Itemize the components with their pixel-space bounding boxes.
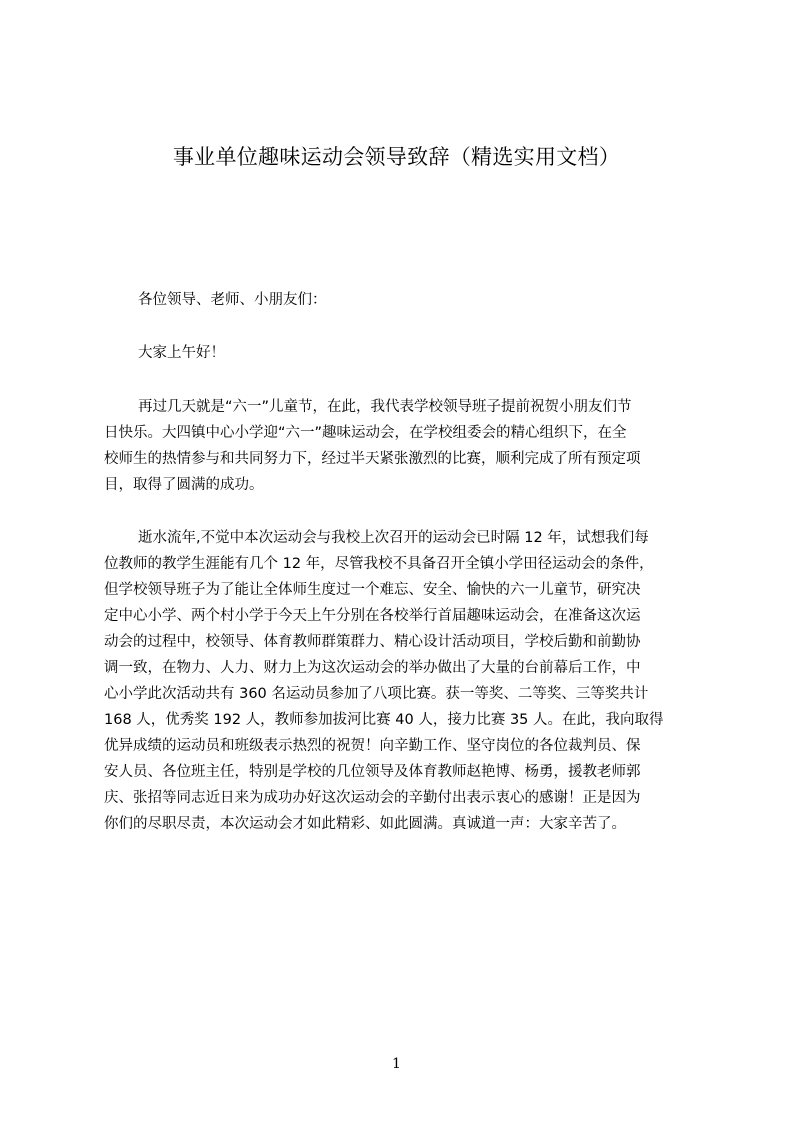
paragraph-2-line: 位教师的教学生涯能有几个 12 年，尽管我校不具备召开全镇小学田径运动会的条件， [104,556,654,572]
greeting: 大家上午好！ [138,345,225,361]
paragraph-2-line: 逝水流年,不觉中本次运动会与我校上次召开的运动会已时隔 12 年，试想我们每 [138,530,649,546]
paragraph-2-line: 你们的尽职尽责，本次运动会才如此精彩、如此圆满。真诚道一声：大家辛苦了。 [104,816,626,832]
paragraph-2-line: 168 人，优秀奖 192 人，教师参加拔河比赛 40 人，接力比赛 35 人。在此，我向取得 [104,712,664,728]
paragraph-2-line: 安人员、各位班主任，特别是学校的几位领导及体育教师赵艳博、杨勇，援教老师郭 [104,764,641,780]
paragraph-2-line: 心小学此次活动共有 360 名运动员参加了八项比赛。获一等奖、二等奖、三等奖共计 [104,686,649,702]
paragraph-1-line: 目，取得了圆满的成功。 [104,477,264,493]
paragraph-1 [104,394,714,498]
paragraph-1-line: 校师生的热情参与和共同努力下，经过半天紧张激烈的比赛，顺利完成了所有预定项 [104,451,641,467]
page-number: 1 [392,1056,401,1072]
paragraph-2-line: 庆、张招等同志近日来为成功办好这次运动会的辛勤付出表示衷心的感谢！正是因为 [104,790,641,806]
paragraph-2-line: 但学校领导班子为了能让全体师生度过一个难忘、安全、愉快的六一儿童节，研究决 [104,582,641,598]
paragraph-2-line: 调一致，在物力、人力、财力上为这次运动会的举办做出了大量的台前幕后工作，中 [104,660,641,676]
paragraph-1-line: 日快乐。大四镇中心小学迎“六一”趣味运动会，在学校组委会的精心组织下，在全 [104,425,627,441]
paragraph-2-line: 定中心小学、两个村小学于今天上午分别在各校举行首届趣味运动会，在准备这次运 [104,608,641,624]
paragraph-2-line: 动会的过程中，校领导、体育教师群策群力、精心设计活动项目，学校后勤和前勤协 [104,634,641,650]
document-title: 事业单位趣味运动会领导致辞（精选实用文档） [172,145,621,169]
paragraph-2 [104,525,714,837]
salutation: 各位领导、老师、小朋友们： [138,292,327,308]
paragraph-2-line: 优异成绩的运动员和班级表示热烈的祝贺！向辛勤工作、坚守岗位的各位裁判员、保 [104,738,641,754]
paragraph-1-line: 再过几天就是“六一”儿童节，在此，我代表学校领导班子提前祝贺小朋友们节 [138,399,632,415]
